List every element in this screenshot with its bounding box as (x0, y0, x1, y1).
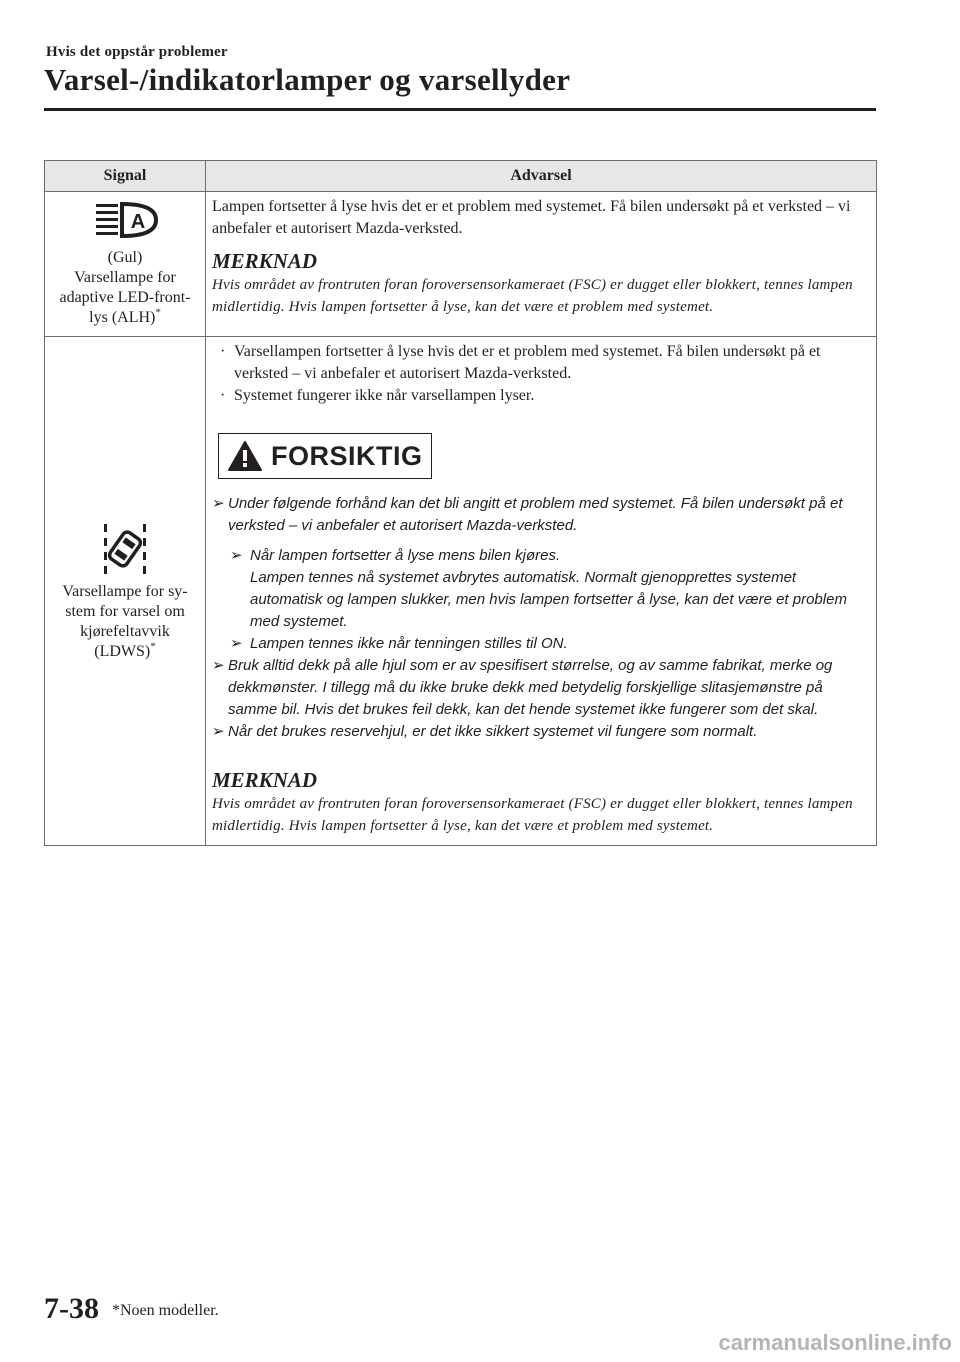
signal-name-line: (LDWS)* (94, 640, 156, 660)
warning-cell (206, 337, 877, 846)
arrow-bullet-icon: ➢ (230, 635, 243, 652)
signal-column-header: Signal (45, 161, 206, 192)
title-rule (44, 108, 876, 111)
note-text: Hvis området av frontruten foran foroversensorkameraet (FSC) er dugget eller blokkert, tennes lampen midlertidig. Hvis lampen fortsetter å lyse, kan det være et problem med systemet. (212, 277, 853, 315)
warning-table (44, 160, 877, 846)
ldws-lamp-icon (47, 520, 203, 576)
warning-column-header: Advarsel (206, 161, 877, 192)
arrow-bullet-icon: ➢ (212, 495, 225, 512)
asterisk-mark: * (150, 640, 156, 653)
footnote: *Noen modeller. (112, 1302, 219, 1319)
section-label: Hvis det oppstår problemer (46, 44, 228, 60)
caution-subitem: ➢ Når lampen fortsetter å lyse mens bilen kjøres. Lampen tennes nå systemet avbrytes automatisk. Normalt gjenopprettes systemet automatisk og lampen slukker, men hvis lampen fortsetter å lyse, kan det være et problem med systemet. (230, 547, 847, 630)
arrow-bullet-icon: ➢ (212, 723, 225, 740)
bullet-dot-icon: · (220, 387, 226, 404)
bullet-dot-icon: · (220, 343, 226, 360)
signal-name-line: Varsellampe for (74, 269, 176, 286)
caution-item: ➢ Bruk alltid dekk på alle hjul som er av spesifisert størrelse, og av samme fabrikat, merke og dekkmønster. I tillegg må du ikke bruke dekk med betydelig forskjellige slitasjemønstre på samme bil. Hvis det brukes feil dekk, kan det hende systemet ikke fungerer som det skal. (212, 657, 833, 718)
arrow-bullet-icon: ➢ (212, 657, 225, 674)
table-row (45, 192, 877, 337)
caution-banner (218, 433, 432, 479)
warning-triangle-icon (227, 440, 263, 472)
warning-text: Lampen fortsetter å lyse hvis det er et problem med systemet. Få bilen undersøkt på et verksted – vi anbefaler et autorisert Mazda-verksted. (212, 198, 851, 237)
signal-name-line: stem for varsel om (65, 603, 185, 620)
signal-cell (45, 337, 206, 846)
caution-label: FORSIKTIG (271, 441, 423, 471)
note-text: Hvis området av frontruten foran foroversensorkameraet (FSC) er dugget eller blokkert, tennes lampen midlertidig. Hvis lampen fortsetter å lyse, kan det være et problem med systemet. (212, 796, 853, 834)
signal-name-line: kjørefeltavvik (80, 623, 170, 640)
warning-cell (206, 192, 877, 337)
signal-color: (Gul) (107, 249, 143, 266)
watermark: carmanualsonline.info (718, 1330, 952, 1355)
note-heading: MERKNAD (212, 249, 318, 273)
caution-item: ➢ Under følgende forhånd kan det bli angitt et problem med systemet. Få bilen undersøkt på et verksted – vi anbefaler et autorisert Mazda-verksted. (212, 495, 843, 534)
arrow-bullet-icon: ➢ (230, 547, 243, 564)
caution-subitem: ➢ Lampen tennes ikke når tenningen stilles til ON. (212, 633, 870, 655)
alh-lamp-icon (47, 200, 203, 242)
signal-cell (45, 192, 206, 337)
svg-text:A: A (130, 211, 146, 233)
table-header-row (45, 161, 877, 192)
list-item: · Varsellampen fortsetter å lyse hvis det er et problem med systemet. Få bilen undersøkt på et verksted – vi anbefaler et autorisert Mazda-verksted. (220, 343, 821, 382)
table-row (45, 337, 877, 846)
note-heading: MERKNAD (212, 768, 318, 792)
page-title: Varsel-/indikatorlamper og varsellyder (44, 62, 571, 97)
bullet-list (212, 341, 870, 407)
asterisk-mark: * (155, 306, 161, 319)
page-number: 7-38 (44, 1292, 99, 1325)
signal-name-line: lys (ALH)* (89, 306, 161, 326)
signal-name-line: adaptive LED-front- (59, 289, 191, 306)
caution-item: ➢ Når det brukes reservehjul, er det ikke sikkert systemet vil fungere som normalt. (212, 721, 870, 743)
list-item: · Systemet fungerer ikke når varsellampen lyser. (212, 385, 870, 407)
signal-name-line: Varsellampe for sy- (62, 583, 188, 600)
